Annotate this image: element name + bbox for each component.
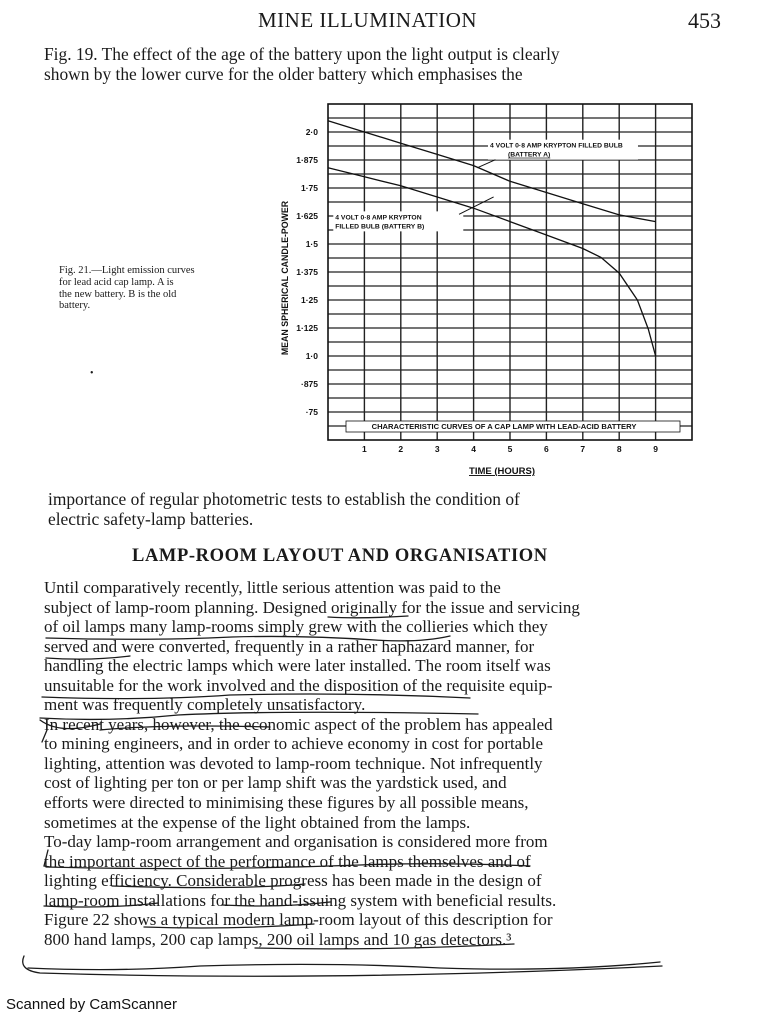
y-tick-label: 1·75 [300, 183, 318, 193]
x-tick-label: 2 [398, 444, 404, 454]
body-line: efforts were directed to minimising these figures by all possible means, [44, 793, 529, 813]
running-title: MINE ILLUMINATION [258, 8, 478, 32]
body-line: ment was frequently completely unsatisfactory. [44, 695, 366, 715]
underline-stroke [28, 962, 660, 970]
caption-line: for lead acid cap lamp. A is [59, 276, 174, 288]
series-a-label [477, 140, 638, 168]
body-line: to mining engineers, and in order to achieve economy in cost for portable [44, 734, 543, 754]
body-line: served and were converted, frequently in a rather haphazard manner, for [44, 636, 535, 656]
x-tick-label: 1 [362, 444, 367, 454]
y-tick-label: 1·625 [296, 211, 318, 221]
caption-line: the new battery. B is the old [59, 288, 177, 300]
caption-line: battery. [59, 300, 91, 312]
y-tick-label: 1·0 [305, 351, 318, 361]
text-line: Fig. 19. The effect of the age of the battery upon the light output is clearly [44, 44, 560, 64]
body-line: 800 hand lamps, 200 cap lamps, 200 oil lamps and 10 gas detectors.³ [44, 929, 512, 949]
body-line: Figure 22 shows a typical modern lamp-room layout of this description for [44, 910, 553, 930]
y-tick-label: 1·375 [296, 267, 318, 277]
series-b-label-line-2: FILLED BULB (BATTERY B) [335, 223, 425, 231]
y-tick-label: 2·0 [305, 127, 318, 137]
body-line: lighting, attention was devoted to lamp-room technique. Not infrequently [44, 753, 543, 773]
x-tick-label: 5 [507, 444, 513, 454]
series-b-label-line-1: 4 VOLT 0·8 AMP KRYPTON [335, 214, 422, 222]
body-line: In recent years, however, the economic aspect of the problem has appealed [44, 714, 553, 734]
body-line: To-day lamp-room arrangement and organisation is considered more from [44, 832, 548, 852]
caption-line: Fig. 21.—Light emission curves [59, 265, 195, 276]
x-tick-label: 3 [434, 444, 440, 454]
body-line: cost of lighting per ton or per lamp shift was the yardstick used, and [44, 773, 507, 793]
paragraph-top [44, 44, 560, 84]
y-tick-labels [296, 127, 318, 417]
scanner-watermark: Scanned by CamScanner [6, 996, 177, 1013]
body-line: handling the electric lamps which were later installed. The room itself was [44, 656, 551, 676]
text-line: importance of regular photometric tests to establish the condition of [48, 489, 520, 509]
x-tick-label: 7 [580, 444, 586, 454]
x-tick-label: 8 [616, 444, 622, 454]
chart-inner-label: CHARACTERISTIC CURVES OF A CAP LAMP WITH LEAD-ACID BATTERY [371, 422, 637, 431]
y-tick-label: ·875 [300, 379, 318, 389]
section-heading: LAMP-ROOM LAYOUT AND ORGANISATION [132, 546, 548, 566]
series-a-line [328, 121, 656, 222]
series-a-label-line-2: (BATTERY A) [507, 151, 551, 159]
y-tick-label: 1·5 [305, 239, 318, 249]
body-line: lamp-room installations for the hand-issuing system with beneficial results. [44, 890, 557, 910]
y-tick-label: ·75 [305, 407, 318, 417]
figure-caption [59, 265, 269, 312]
body-line: unsuitable for the work involved and the disposition of the requisite equip- [44, 675, 553, 695]
x-tick-label: 9 [653, 444, 658, 454]
y-axis-label: MEAN SPHERICAL CANDLE-POWER [280, 200, 290, 356]
body-line: Until comparatively recently, little serious attention was paid to the [44, 578, 501, 597]
body-text [44, 578, 580, 949]
paragraph-after-chart [48, 489, 520, 529]
stray-mark: • [90, 368, 94, 379]
label-leader-line [477, 160, 495, 168]
text-line: shown by the lower curve for the older battery which emphasises the [44, 64, 523, 85]
body-line: of oil lamps many lamp-rooms simply grew with the collieries which they [44, 617, 548, 637]
x-tick-label: 6 [544, 444, 549, 454]
x-tick-label: 4 [471, 444, 476, 454]
y-tick-label: 1·25 [300, 295, 318, 305]
body-line: sometimes at the expense of the light obtained from the lamps. [44, 812, 471, 832]
body-line: the important aspect of the performance of the lamps themselves and of [44, 851, 531, 871]
page-number: 453 [688, 8, 721, 33]
y-tick-label: 1·125 [296, 323, 318, 333]
x-axis-label: TIME (HOURS) [469, 466, 535, 477]
underline-stroke [23, 956, 662, 976]
text-line: electric safety-lamp batteries. [48, 509, 254, 530]
y-tick-label: 1·875 [296, 155, 318, 165]
light-emission-chart [280, 98, 700, 483]
body-line: lighting efficiency. Considerable progress has been made in the design of [44, 871, 542, 891]
series-a-label-line-1: 4 VOLT 0·8 AMP KRYPTON FILLED BULB [489, 142, 623, 150]
body-line: subject of lamp-room planning. Designed originally for the issue and servicing [44, 597, 580, 617]
x-tick-labels [362, 444, 658, 454]
